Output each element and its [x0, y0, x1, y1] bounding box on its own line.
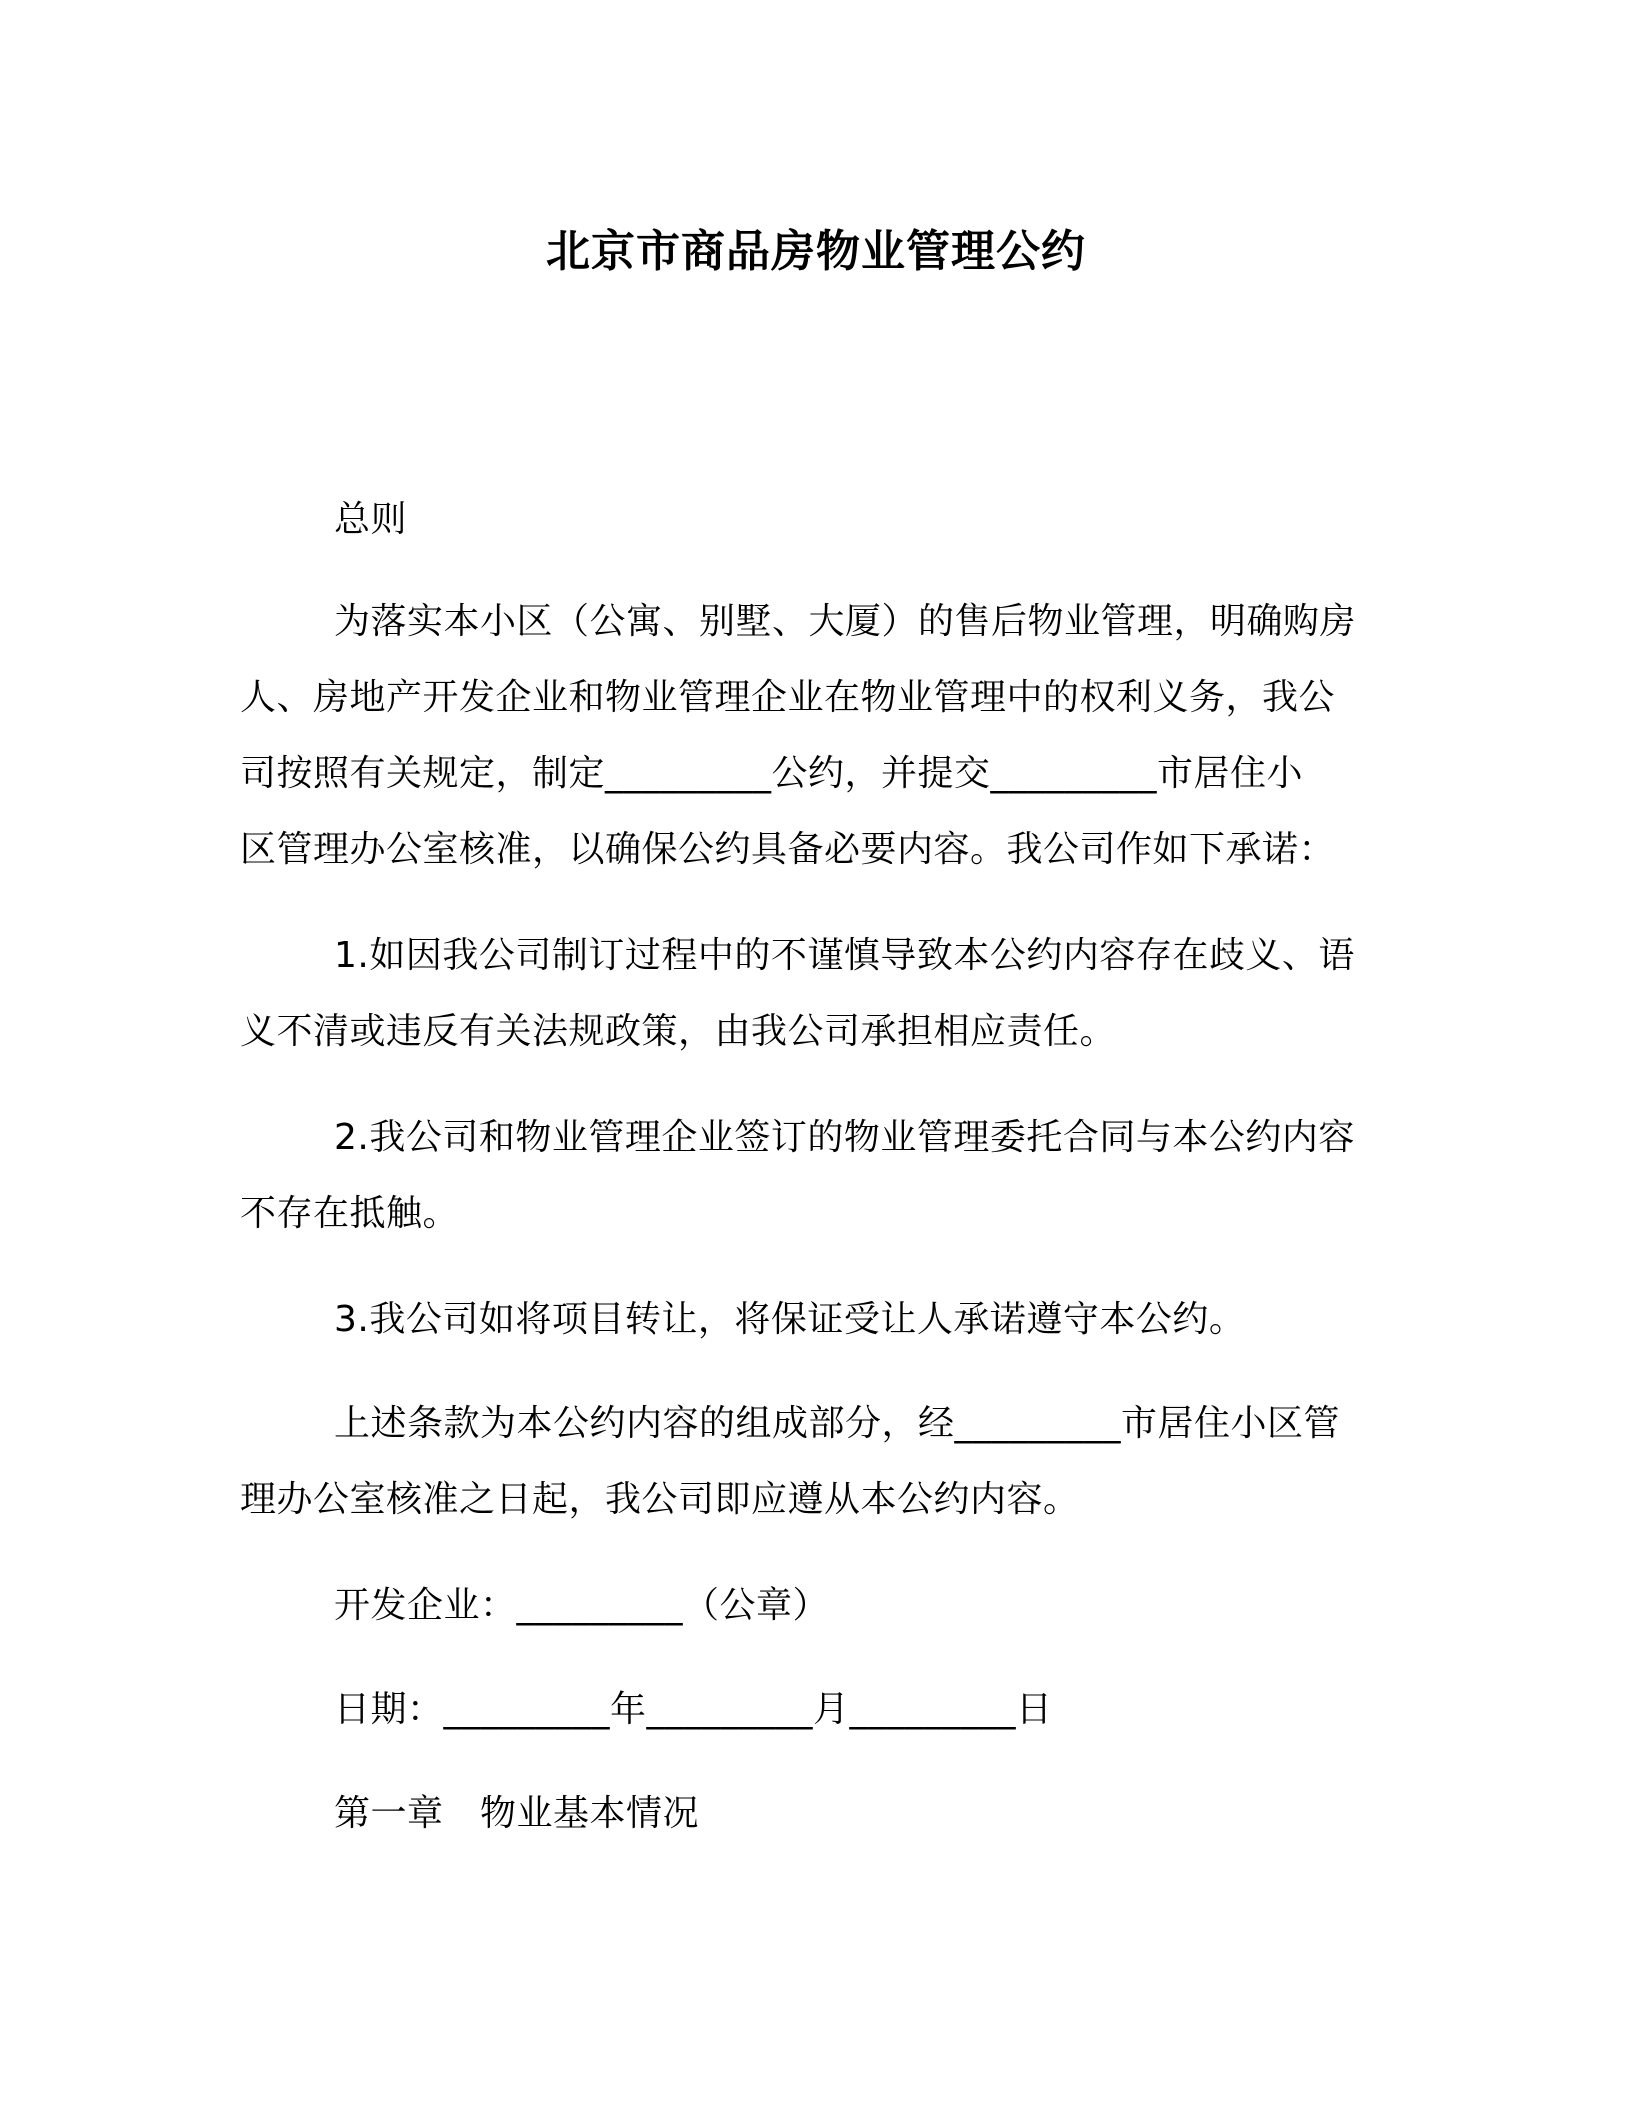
paragraph-intro-line-3: 司按照有关规定，制定_________公约，并提交_________市居住小 [240, 753, 1304, 794]
commitment-item-2-line-1: 2.我公司和物业管理企业签订的物业管理委托合同与本公约内容 [334, 1117, 1355, 1158]
chapter-1-heading: 第一章 物业基本情况 [334, 1793, 700, 1834]
paragraph-intro-line-2: 人、房地产开发企业和物业管理企业在物业管理中的权利义务，我公 [240, 677, 1336, 718]
paragraph-closing-line-2: 理办公室核准之日起，我公司即应遵从本公约内容。 [240, 1479, 1080, 1520]
developer-signature-line: 开发企业：_________（公章） [334, 1585, 830, 1626]
commitment-item-3: 3.我公司如将项目转让，将保证受让人承诺遵守本公约。 [334, 1299, 1246, 1340]
paragraph-intro-line-1: 为落实本小区（公寓、别墅、大厦）的售后物业管理，明确购房 [334, 601, 1357, 642]
commitment-item-2-line-2: 不存在抵触。 [240, 1193, 460, 1234]
document-title: 北京市商品房物业管理公约 [546, 226, 1086, 277]
paragraph-intro-line-4: 区管理办公室核准，以确保公约具备必要内容。我公司作如下承诺： [240, 829, 1336, 870]
commitment-item-1-line-1: 1.如因我公司制订过程中的不谨慎导致本公约内容存在歧义、语 [334, 935, 1355, 976]
commitment-item-1-line-2: 义不清或违反有关法规政策，由我公司承担相应责任。 [240, 1011, 1117, 1052]
paragraph-closing-line-1: 上述条款为本公约内容的组成部分，经_________市居住小区管 [334, 1403, 1341, 1444]
date-line: 日期：_________年_________月_________日 [334, 1689, 1053, 1730]
section-heading-general: 总则 [334, 499, 408, 540]
